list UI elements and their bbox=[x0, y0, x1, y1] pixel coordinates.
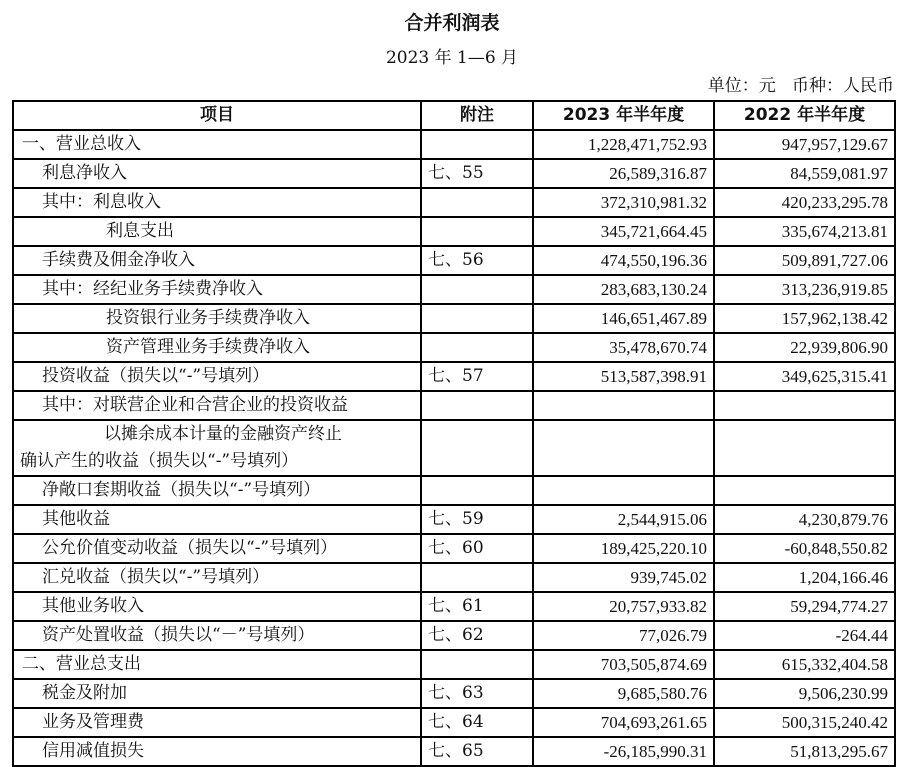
row-note bbox=[421, 476, 533, 505]
row-label: 手续费及佣金净收入 bbox=[13, 246, 421, 275]
row-value-2023: 2,544,915.06 bbox=[533, 505, 714, 534]
row-value-2023 bbox=[533, 391, 714, 420]
statement-period: 2023 年 1—6 月 bbox=[385, 48, 519, 68]
row-label: 其中：对联营企业和合营企业的投资收益 bbox=[13, 391, 421, 420]
row-value-2022: 335,674,213.81 bbox=[714, 217, 895, 246]
row-value-2022: 4,230,879.76 bbox=[714, 505, 895, 534]
row-note: 七、55 bbox=[421, 159, 533, 188]
row-value-2023: 283,683,130.24 bbox=[533, 275, 714, 304]
row-note bbox=[421, 333, 533, 362]
row-value-2023: 77,026.79 bbox=[533, 621, 714, 650]
row-value-2023: 474,550,196.36 bbox=[533, 246, 714, 275]
row-value-2022: 420,233,295.78 bbox=[714, 188, 895, 217]
row-label: 公允价值变动收益（损失以“-”号填列） bbox=[13, 534, 421, 563]
table-row bbox=[13, 130, 895, 159]
row-label: 利息支出 bbox=[13, 217, 421, 246]
row-value-2023: -26,185,990.31 bbox=[533, 737, 714, 766]
row-label: 资产处置收益（损失以“－”号填列） bbox=[13, 621, 421, 650]
row-value-2022: 9,506,230.99 bbox=[714, 679, 895, 708]
table-header-row bbox=[13, 101, 895, 130]
table-row bbox=[13, 246, 895, 275]
table-row bbox=[13, 217, 895, 246]
statement-title: 合并利润表 bbox=[404, 12, 500, 34]
row-value-2023: 20,757,933.82 bbox=[533, 592, 714, 621]
income-statement-table bbox=[12, 100, 896, 767]
table-row bbox=[13, 362, 895, 391]
column-header-note: 附注 bbox=[421, 101, 533, 130]
row-label: 二、营业总支出 bbox=[13, 650, 421, 679]
row-note: 七、59 bbox=[421, 505, 533, 534]
row-note: 七、61 bbox=[421, 592, 533, 621]
row-note bbox=[421, 217, 533, 246]
row-value-2022: 615,332,404.58 bbox=[714, 650, 895, 679]
row-value-2022 bbox=[714, 391, 895, 420]
row-note bbox=[421, 420, 533, 476]
row-value-2023: 9,685,580.76 bbox=[533, 679, 714, 708]
row-note: 七、57 bbox=[421, 362, 533, 391]
row-label: 一、营业总收入 bbox=[13, 130, 421, 159]
column-header-2023-h1: 2023 年半年度 bbox=[533, 101, 714, 130]
row-label bbox=[13, 420, 421, 476]
table-row bbox=[13, 391, 895, 420]
row-note bbox=[421, 391, 533, 420]
row-value-2022: 1,204,166.46 bbox=[714, 563, 895, 592]
row-note: 七、56 bbox=[421, 246, 533, 275]
column-header-2022-h1: 2022 年半年度 bbox=[714, 101, 895, 130]
column-header-item: 项目 bbox=[13, 101, 421, 130]
table-row bbox=[13, 304, 895, 333]
row-note: 七、65 bbox=[421, 737, 533, 766]
row-value-2022: -60,848,550.82 bbox=[714, 534, 895, 563]
row-value-2023: 703,505,874.69 bbox=[533, 650, 714, 679]
row-value-2022: 157,962,138.42 bbox=[714, 304, 895, 333]
row-label-line-2: 确认产生的收益（损失以“-”号填列） bbox=[20, 451, 299, 471]
row-note bbox=[421, 563, 533, 592]
row-label: 资产管理业务手续费净收入 bbox=[13, 333, 421, 362]
row-label: 投资银行业务手续费净收入 bbox=[13, 304, 421, 333]
row-value-2022: 22,939,806.90 bbox=[714, 333, 895, 362]
row-value-2023: 146,651,467.89 bbox=[533, 304, 714, 333]
row-label: 汇兑收益（损失以“-”号填列） bbox=[13, 563, 421, 592]
row-label: 信用减值损失 bbox=[13, 737, 421, 766]
row-note bbox=[421, 188, 533, 217]
row-value-2022: 509,891,727.06 bbox=[714, 246, 895, 275]
row-value-2022: 500,315,240.42 bbox=[714, 708, 895, 737]
row-value-2022 bbox=[714, 476, 895, 505]
row-value-2022: 349,625,315.41 bbox=[714, 362, 895, 391]
row-note: 七、64 bbox=[421, 708, 533, 737]
row-value-2022: 84,559,081.97 bbox=[714, 159, 895, 188]
row-value-2023: 26,589,316.87 bbox=[533, 159, 714, 188]
table-row bbox=[13, 275, 895, 304]
table-row bbox=[13, 708, 895, 737]
row-value-2022 bbox=[714, 420, 895, 476]
row-note: 七、62 bbox=[421, 621, 533, 650]
table-row bbox=[13, 563, 895, 592]
row-label: 投资收益（损失以“-”号填列） bbox=[13, 362, 421, 391]
row-value-2023: 704,693,261.65 bbox=[533, 708, 714, 737]
row-label: 其中：经纪业务手续费净收入 bbox=[13, 275, 421, 304]
table-row bbox=[13, 621, 895, 650]
table-row bbox=[13, 420, 895, 476]
table-row bbox=[13, 476, 895, 505]
row-value-2022: 313,236,919.85 bbox=[714, 275, 895, 304]
row-value-2023 bbox=[533, 476, 714, 505]
row-note: 七、60 bbox=[421, 534, 533, 563]
row-value-2022: 59,294,774.27 bbox=[714, 592, 895, 621]
row-value-2023 bbox=[533, 420, 714, 476]
table-row bbox=[13, 534, 895, 563]
row-value-2023: 345,721,664.45 bbox=[533, 217, 714, 246]
row-note: 七、63 bbox=[421, 679, 533, 708]
table-row bbox=[13, 159, 895, 188]
currency-unit-label: 单位：元 币种：人民币 bbox=[707, 76, 894, 96]
row-label: 其他收益 bbox=[13, 505, 421, 534]
row-label: 利息净收入 bbox=[13, 159, 421, 188]
table-row bbox=[13, 188, 895, 217]
row-value-2022: 51,813,295.67 bbox=[714, 737, 895, 766]
row-label: 业务及管理费 bbox=[13, 708, 421, 737]
table-row bbox=[13, 650, 895, 679]
row-label: 其中：利息收入 bbox=[13, 188, 421, 217]
table-row bbox=[13, 333, 895, 362]
row-value-2023: 35,478,670.74 bbox=[533, 333, 714, 362]
row-value-2023: 372,310,981.32 bbox=[533, 188, 714, 217]
row-label: 其他业务收入 bbox=[13, 592, 421, 621]
row-note bbox=[421, 650, 533, 679]
row-value-2023: 513,587,398.91 bbox=[533, 362, 714, 391]
table-row bbox=[13, 737, 895, 766]
row-note bbox=[421, 304, 533, 333]
row-value-2022: 947,957,129.67 bbox=[714, 130, 895, 159]
row-label: 净敞口套期收益（损失以“-”号填列） bbox=[13, 476, 421, 505]
row-value-2022: -264.44 bbox=[714, 621, 895, 650]
row-label-line-1: 以摊余成本计量的金融资产终止 bbox=[104, 424, 342, 444]
table-row bbox=[13, 505, 895, 534]
table-row bbox=[13, 679, 895, 708]
table-row bbox=[13, 592, 895, 621]
row-value-2023: 939,745.02 bbox=[533, 563, 714, 592]
row-value-2023: 189,425,220.10 bbox=[533, 534, 714, 563]
row-value-2023: 1,228,471,752.93 bbox=[533, 130, 714, 159]
row-label: 税金及附加 bbox=[13, 679, 421, 708]
row-note bbox=[421, 130, 533, 159]
row-note bbox=[421, 275, 533, 304]
